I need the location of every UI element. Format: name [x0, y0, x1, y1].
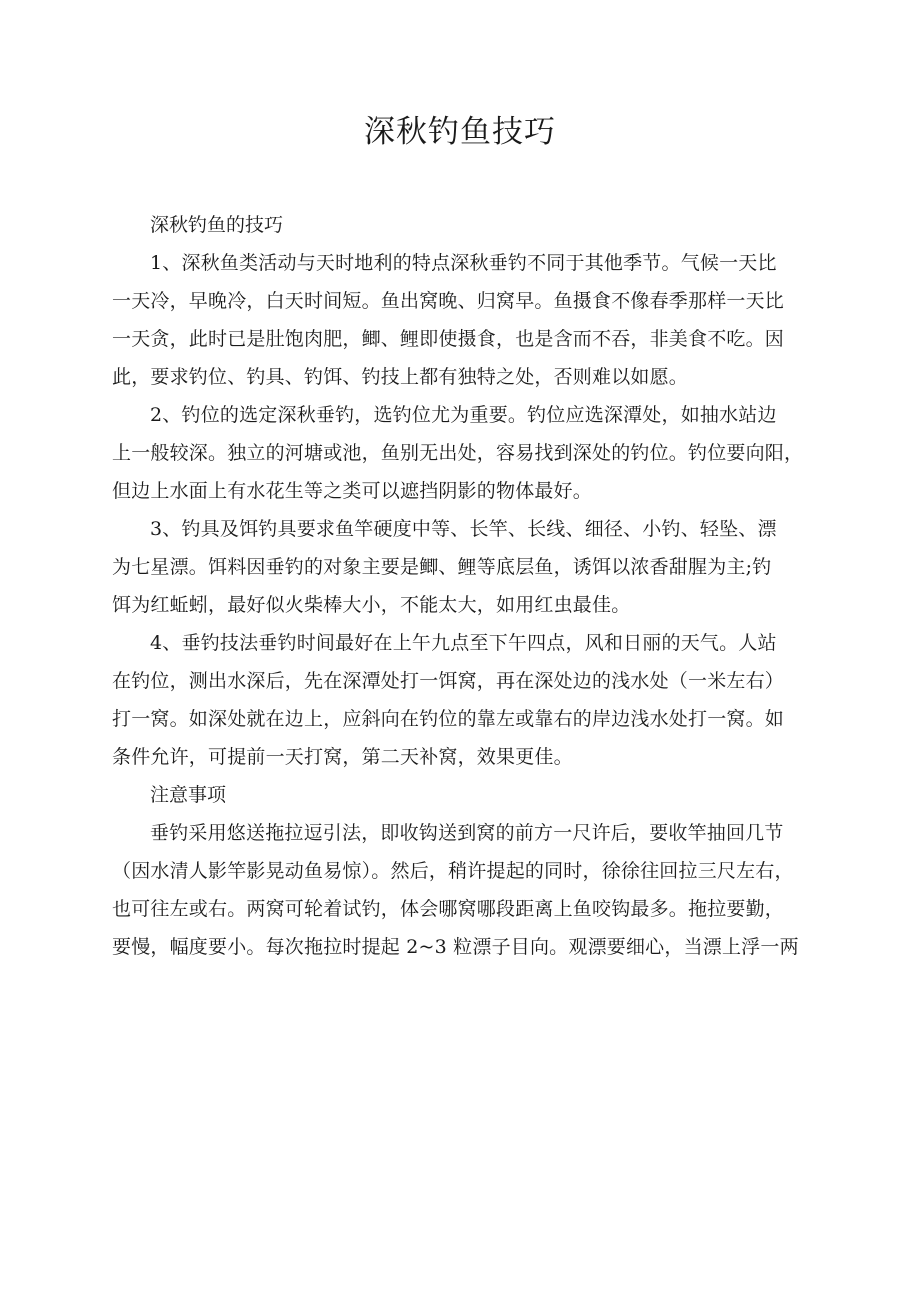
paragraph-line: （因水清人影竿影晃动鱼易惊）。然后，稍许提起的同时，徐徐往回拉三尺左右，: [112, 860, 794, 882]
paragraph-2: [112, 396, 810, 510]
notes-paragraph: [112, 814, 810, 966]
document-title: 深秋钓鱼技巧: [364, 114, 556, 150]
document-body: [112, 206, 810, 966]
paragraph-line: 要慢，幅度要小。每次拖拉时提起 2~3 粒漂子目向。观漂要细心，当漂上浮一两: [112, 936, 799, 958]
paragraph-line: 打一窝。如深处就在边上，应斜向在钓位的靠左或靠右的岸边浅水处打一窝。如: [112, 708, 785, 730]
paragraph-line: 在钓位，测出水深后，先在深潭处打一饵窝，再在深处边的浅水处（一米左右）: [112, 670, 785, 692]
paragraph-line: 4、垂钓技法垂钓时间最好在上午九点至下午四点，风和日丽的天气。人站: [150, 632, 777, 654]
paragraph-line: 垂钓采用悠送拖拉逗引法，即收钩送到窝的前方一尺许后，要收竿抽回几节: [150, 822, 784, 844]
paragraph-line: 2、钓位的选定深秋垂钓，选钓位尤为重要。钓位应选深潭处，如抽水站边: [150, 404, 777, 426]
paragraph-line: 条件允许，可提前一天打窝，第二天补窝，效果更佳。: [112, 746, 573, 768]
section-heading: 深秋钓鱼的技巧: [150, 214, 284, 236]
paragraph-line: 上一般较深。独立的河塘或池，鱼别无出处，容易找到深处的钓位。钓位要向阳，: [112, 442, 804, 464]
paragraph-line: 也可往左或右。两窝可轮着试钓，体会哪窝哪段距离上鱼咬钩最多。拖拉要勤，: [112, 898, 785, 920]
paragraph-1: [112, 244, 810, 396]
paragraph-4: [112, 624, 810, 776]
paragraph-line: 一天贪，此时已是肚饱肉肥，鲫、鲤即使摄食，也是含而不吞，非美食不吃。因: [112, 328, 785, 350]
paragraph-line: 但边上水面上有水花生等之类可以遮挡阴影的物体最好。: [112, 480, 593, 502]
paragraph-line: 一天冷，早晚冷，白天时间短。鱼出窝晚、归窝早。鱼摄食不像春季那样一天比: [112, 290, 785, 312]
paragraph-line: 此，要求钓位、钓具、钓饵、钓技上都有独特之处，否则难以如愿。: [112, 366, 689, 388]
paragraph-line: 为七星漂。饵料因垂钓的对象主要是鲫、鲤等底层鱼，诱饵以浓香甜腥为主;钓: [112, 556, 772, 578]
paragraph-line: 3、钓具及饵钓具要求鱼竿硬度中等、长竿、长线、细径、小钓、轻坠、漂: [150, 518, 777, 540]
paragraph-line: 饵为红蚯蚓，最好似火柴棒大小，不能太大，如用红虫最佳。: [112, 594, 631, 616]
paragraph-3: [112, 510, 810, 624]
notes-heading: 注意事项: [150, 784, 227, 806]
paragraph-line: 1、深秋鱼类活动与天时地利的特点深秋垂钓不同于其他季节。气候一天比: [150, 252, 777, 274]
